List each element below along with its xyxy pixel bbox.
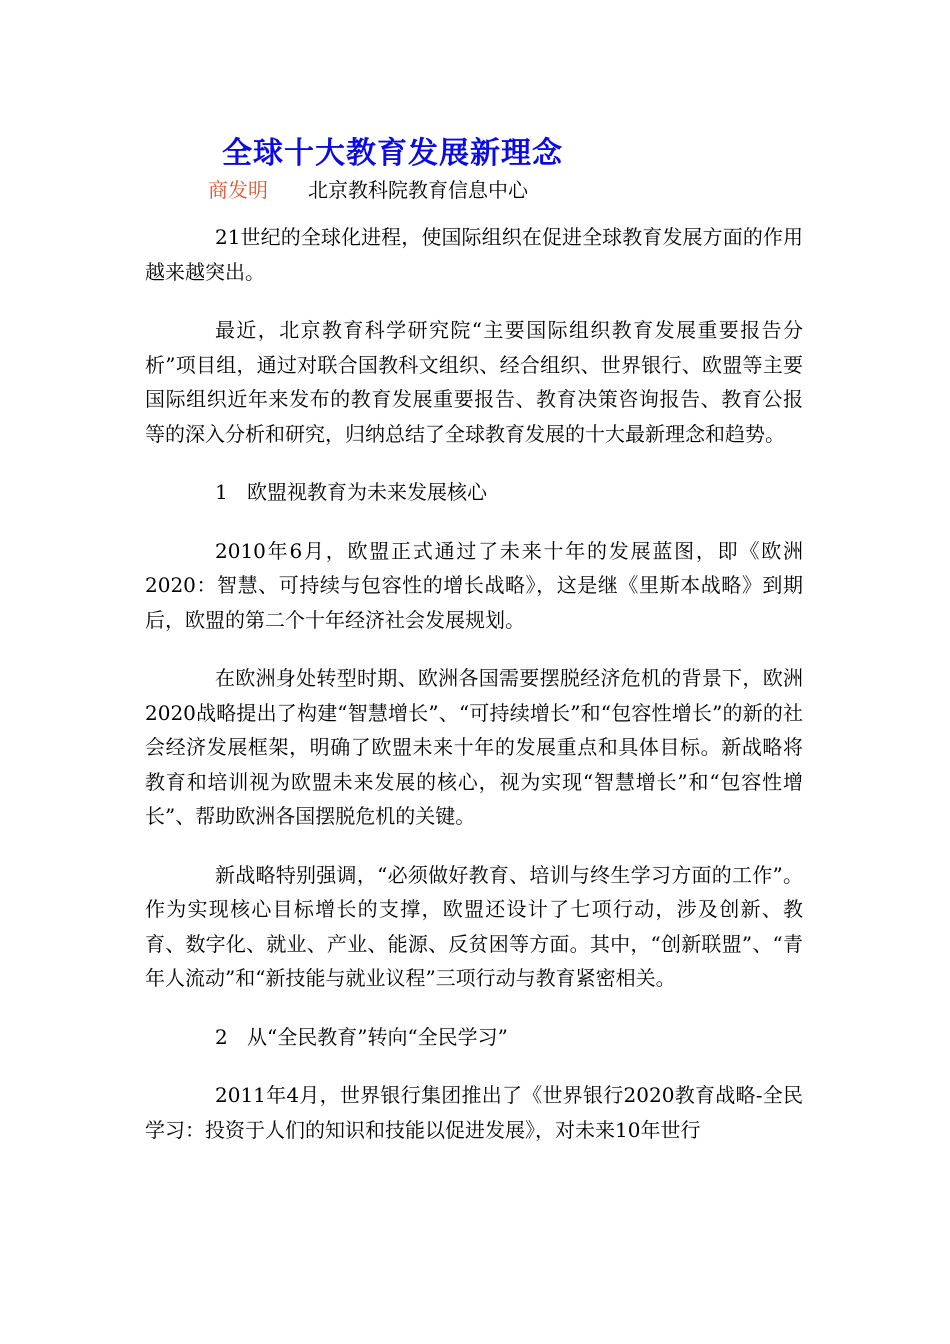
author-affiliation: 北京教科院教育信息中心	[308, 178, 528, 202]
paragraph: 21世纪的全球化进程，使国际组织在促进全球教育发展方面的作用越来越突出。	[145, 225, 803, 284]
section-number: 2	[215, 1024, 228, 1049]
paragraph: 在欧洲身处转型时期、欧洲各国需要摆脱经济危机的背景下，欧洲2020战略提出了构建“智慧增长”、“可持续增长”和“包容性增长”的新的社会经济发展框架，明确了欧盟未来十年的发展重点和具体目标。新战略将教育和培训视为欧盟未来发展的核心，视为实现“智慧增长”和“包容性增长”、帮助欧洲各国摆脱危机的关键。	[145, 666, 803, 828]
paragraph: 最近，北京教育科学研究院“主要国际组织教育发展重要报告分析”项目组，通过对联合国教科文组织、经合组织、世界银行、欧盟等主要国际组织近年来发布的教育发展重要报告、教育决策咨询报告、教育公报等的深入分析和研究，归纳总结了全球教育发展的十大最新理念和趋势。	[145, 318, 803, 446]
section-heading	[145, 475, 803, 510]
document-title: 全球十大教育发展新理念	[222, 136, 563, 171]
byline	[208, 174, 528, 203]
section-heading	[145, 1020, 803, 1055]
section-heading-text: 欧盟视教育为未来发展核心	[247, 480, 487, 504]
section-number: 1	[215, 480, 228, 504]
paragraph: 2010年6月，欧盟正式通过了未来十年的发展蓝图，即《欧洲2020：智慧、可持续与包容性的增长战略》，这是继《里斯本战略》到期后，欧盟的第二个十年经济社会发展规划。	[145, 538, 803, 632]
paragraph: 新战略特别强调，“必须做好教育、培训与终生学习方面的工作”。作为实现核心目标增长的支撑，欧盟还设计了七项行动，涉及创新、教育、数字化、就业、产业、能源、反贫困等方面。其中，“创新联盟”、“青年人流动”和“新技能与就业议程”三项行动与教育紧密相关。	[145, 862, 803, 990]
section-heading-text: 从“全民教育”转向“全民学习”	[247, 1024, 508, 1049]
author-name: 商发明	[208, 178, 268, 202]
document-body	[145, 220, 803, 1171]
paragraph: 2011年4月，世界银行集团推出了《世界银行2020教育战略-全民学习：投资于人们的知识和技能以促进发展》，对未来10年世行	[145, 1083, 803, 1142]
